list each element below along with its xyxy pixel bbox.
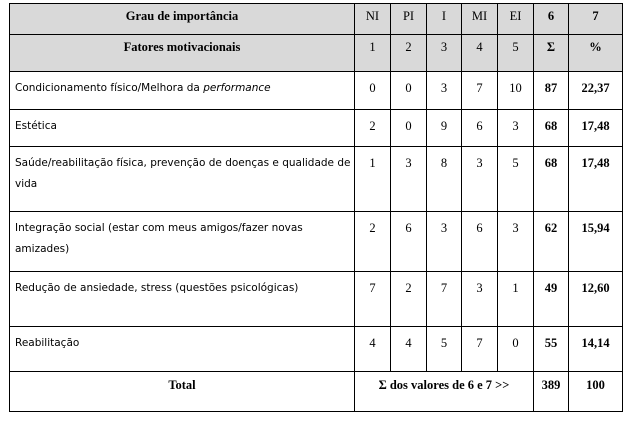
- subheader-percent: %: [569, 35, 623, 72]
- table-row: [10, 147, 623, 212]
- percent-cell: 17,48: [569, 147, 623, 212]
- subheader-number-2: 2: [391, 35, 427, 72]
- subheader-number-4: 4: [462, 35, 498, 72]
- sum-cell: 49: [534, 272, 569, 327]
- header-col-7: 7: [569, 4, 623, 35]
- header-level-pi: PI: [391, 4, 427, 35]
- subheader-number-1: 1: [355, 35, 391, 72]
- value-cell: 7: [462, 327, 498, 372]
- total-percent: 100: [569, 372, 623, 412]
- total-row: [10, 372, 623, 412]
- value-cell: 10: [498, 72, 534, 110]
- total-sum: 389: [534, 372, 569, 412]
- value-cell: 3: [462, 272, 498, 327]
- value-cell: 3: [391, 147, 427, 212]
- value-cell: 0: [391, 110, 427, 147]
- value-cell: 3: [427, 212, 462, 272]
- sum-cell: 55: [534, 327, 569, 372]
- table-row: [10, 72, 623, 110]
- value-cell: 2: [355, 110, 391, 147]
- value-cell: 3: [427, 72, 462, 110]
- table-row: [10, 272, 623, 327]
- header-title: Grau de importância: [10, 4, 355, 35]
- value-cell: 4: [391, 327, 427, 372]
- percent-cell: 17,48: [569, 110, 623, 147]
- factor-label: Integração social (estar com meus amigos/fazer novas amizades): [10, 212, 355, 272]
- value-cell: 0: [391, 72, 427, 110]
- value-cell: 7: [462, 72, 498, 110]
- motivational-factors-table: [9, 3, 623, 412]
- table-row: [10, 327, 623, 372]
- value-cell: 9: [427, 110, 462, 147]
- subheader-row: [10, 35, 623, 72]
- header-row: [10, 4, 623, 35]
- percent-cell: 15,94: [569, 212, 623, 272]
- factor-emphasis: performance: [203, 82, 271, 94]
- sum-cell: 68: [534, 110, 569, 147]
- header-level-i: I: [427, 4, 462, 35]
- header-level-ei: EI: [498, 4, 534, 35]
- total-note: Σ dos valores de 6 e 7 >>: [355, 372, 534, 412]
- value-cell: 3: [498, 110, 534, 147]
- factor-label: Redução de ansiedade, stress (questões psicológicas): [10, 272, 355, 327]
- percent-cell: 14,14: [569, 327, 623, 372]
- header-col-6: 6: [534, 4, 569, 35]
- factor-text: Condicionamento físico/Melhora da: [15, 82, 204, 94]
- value-cell: 1: [498, 272, 534, 327]
- table-row: [10, 212, 623, 272]
- value-cell: 0: [355, 72, 391, 110]
- subheader-sigma: Σ: [534, 35, 569, 72]
- value-cell: 6: [462, 212, 498, 272]
- sum-cell: 68: [534, 147, 569, 212]
- value-cell: 5: [498, 147, 534, 212]
- value-cell: 7: [427, 272, 462, 327]
- factor-label: Reabilitação: [10, 327, 355, 372]
- value-cell: 2: [391, 272, 427, 327]
- percent-cell: 22,37: [569, 72, 623, 110]
- value-cell: 3: [498, 212, 534, 272]
- sum-cell: 87: [534, 72, 569, 110]
- value-cell: 6: [462, 110, 498, 147]
- factor-label: [10, 72, 355, 110]
- value-cell: 4: [355, 327, 391, 372]
- value-cell: 5: [427, 327, 462, 372]
- value-cell: 8: [427, 147, 462, 212]
- factor-label: Saúde/reabilitação física, prevenção de doenças e qualidade de vida: [10, 147, 355, 212]
- value-cell: 3: [462, 147, 498, 212]
- subheader-number-5: 5: [498, 35, 534, 72]
- value-cell: 7: [355, 272, 391, 327]
- value-cell: 1: [355, 147, 391, 212]
- subheader-number-3: 3: [427, 35, 462, 72]
- sum-cell: 62: [534, 212, 569, 272]
- header-level-ni: NI: [355, 4, 391, 35]
- percent-cell: 12,60: [569, 272, 623, 327]
- total-label: Total: [10, 372, 355, 412]
- header-level-mi: MI: [462, 4, 498, 35]
- table-row: [10, 110, 623, 147]
- subheader-title: Fatores motivacionais: [10, 35, 355, 72]
- value-cell: 2: [355, 212, 391, 272]
- value-cell: 0: [498, 327, 534, 372]
- value-cell: 6: [391, 212, 427, 272]
- factor-label: Estética: [10, 110, 355, 147]
